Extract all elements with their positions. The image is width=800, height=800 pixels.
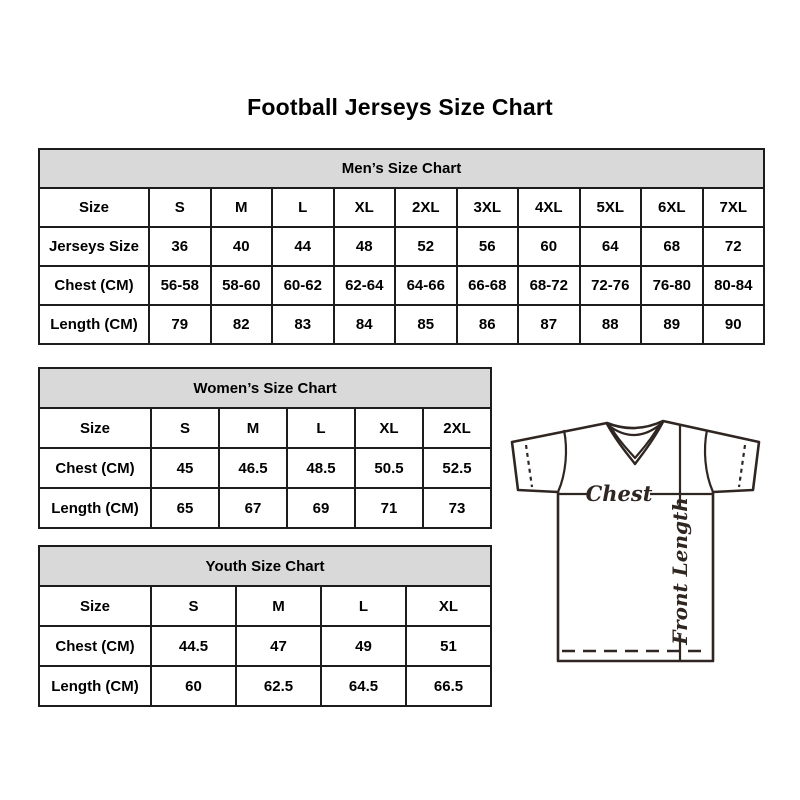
row-label-cell: Size — [39, 586, 151, 626]
table-title: Youth Size Chart — [39, 546, 491, 586]
value-cell: 88 — [580, 305, 642, 344]
value-cell: 87 — [518, 305, 580, 344]
value-cell: 60 — [518, 227, 580, 266]
value-cell: 64.5 — [321, 666, 406, 706]
table-row — [39, 408, 491, 448]
youth-size-table — [38, 545, 492, 707]
value-cell: 48.5 — [287, 448, 355, 488]
table-row — [39, 626, 491, 666]
chest-label: Chest — [585, 481, 653, 506]
value-cell: 73 — [423, 488, 491, 528]
size-header-cell: XL — [355, 408, 423, 448]
value-cell: 48 — [334, 227, 396, 266]
cuff-dash-right — [739, 445, 745, 487]
value-cell: 64-66 — [395, 266, 457, 305]
value-cell: 90 — [703, 305, 765, 344]
size-header-cell: XL — [406, 586, 491, 626]
size-header-cell: M — [211, 188, 273, 227]
value-cell: 60-62 — [272, 266, 334, 305]
value-cell: 89 — [641, 305, 703, 344]
value-cell: 44 — [272, 227, 334, 266]
value-cell: 49 — [321, 626, 406, 666]
size-header-cell: M — [236, 586, 321, 626]
table-row — [39, 266, 764, 305]
value-cell: 62.5 — [236, 666, 321, 706]
size-header-cell: 2XL — [423, 408, 491, 448]
row-label-cell: Jerseys Size — [39, 227, 149, 266]
value-cell: 68-72 — [518, 266, 580, 305]
value-cell: 56 — [457, 227, 519, 266]
value-cell: 84 — [334, 305, 396, 344]
value-cell: 80-84 — [703, 266, 765, 305]
value-cell: 66.5 — [406, 666, 491, 706]
value-cell: 62-64 — [334, 266, 396, 305]
row-label-cell: Chest (CM) — [39, 448, 151, 488]
table-title: Men’s Size Chart — [39, 149, 764, 188]
row-label-cell: Chest (CM) — [39, 626, 151, 666]
value-cell: 36 — [149, 227, 211, 266]
table-row — [39, 227, 764, 266]
page-title: Football Jerseys Size Chart — [247, 94, 553, 120]
value-cell: 56-58 — [149, 266, 211, 305]
row-label-cell: Chest (CM) — [39, 266, 149, 305]
value-cell: 85 — [395, 305, 457, 344]
row-label-cell: Size — [39, 188, 149, 227]
size-header-cell: 7XL — [703, 188, 765, 227]
value-cell: 83 — [272, 305, 334, 344]
value-cell: 69 — [287, 488, 355, 528]
table-title: Women’s Size Chart — [39, 368, 491, 408]
front-length-label: Front Length — [668, 497, 692, 645]
size-header-cell: 4XL — [518, 188, 580, 227]
table-row — [39, 666, 491, 706]
size-header-cell: S — [151, 586, 236, 626]
value-cell: 60 — [151, 666, 236, 706]
value-cell: 45 — [151, 448, 219, 488]
row-label-cell: Length (CM) — [39, 488, 151, 528]
value-cell: 71 — [355, 488, 423, 528]
armhole-seam-right — [705, 430, 713, 492]
table-row — [39, 305, 764, 344]
value-cell: 46.5 — [219, 448, 287, 488]
cuff-dash-left — [526, 445, 532, 487]
value-cell: 67 — [219, 488, 287, 528]
jersey-measurement-diagram — [504, 416, 769, 666]
value-cell: 51 — [406, 626, 491, 666]
size-header-cell: L — [321, 586, 406, 626]
value-cell: 40 — [211, 227, 273, 266]
value-cell: 72 — [703, 227, 765, 266]
value-cell: 66-68 — [457, 266, 519, 305]
table-row — [39, 586, 491, 626]
size-header-cell: XL — [334, 188, 396, 227]
table-row — [39, 448, 491, 488]
value-cell: 52 — [395, 227, 457, 266]
mens-size-table — [38, 148, 765, 345]
size-header-cell: L — [272, 188, 334, 227]
value-cell: 82 — [211, 305, 273, 344]
armhole-seam-left — [558, 430, 566, 492]
value-cell: 58-60 — [211, 266, 273, 305]
value-cell: 52.5 — [423, 448, 491, 488]
size-header-cell: L — [287, 408, 355, 448]
table-row — [39, 188, 764, 227]
row-label-cell: Length (CM) — [39, 666, 151, 706]
table-row — [39, 488, 491, 528]
row-label-cell: Length (CM) — [39, 305, 149, 344]
value-cell: 72-76 — [580, 266, 642, 305]
size-header-cell: S — [149, 188, 211, 227]
size-header-cell: 2XL — [395, 188, 457, 227]
value-cell: 44.5 — [151, 626, 236, 666]
value-cell: 76-80 — [641, 266, 703, 305]
row-label-cell: Size — [39, 408, 151, 448]
value-cell: 50.5 — [355, 448, 423, 488]
value-cell: 68 — [641, 227, 703, 266]
value-cell: 65 — [151, 488, 219, 528]
womens-size-table — [38, 367, 492, 529]
value-cell: 86 — [457, 305, 519, 344]
size-header-cell: S — [151, 408, 219, 448]
value-cell: 64 — [580, 227, 642, 266]
size-header-cell: 6XL — [641, 188, 703, 227]
value-cell: 47 — [236, 626, 321, 666]
size-header-cell: 3XL — [457, 188, 519, 227]
value-cell: 79 — [149, 305, 211, 344]
size-header-cell: 5XL — [580, 188, 642, 227]
size-header-cell: M — [219, 408, 287, 448]
